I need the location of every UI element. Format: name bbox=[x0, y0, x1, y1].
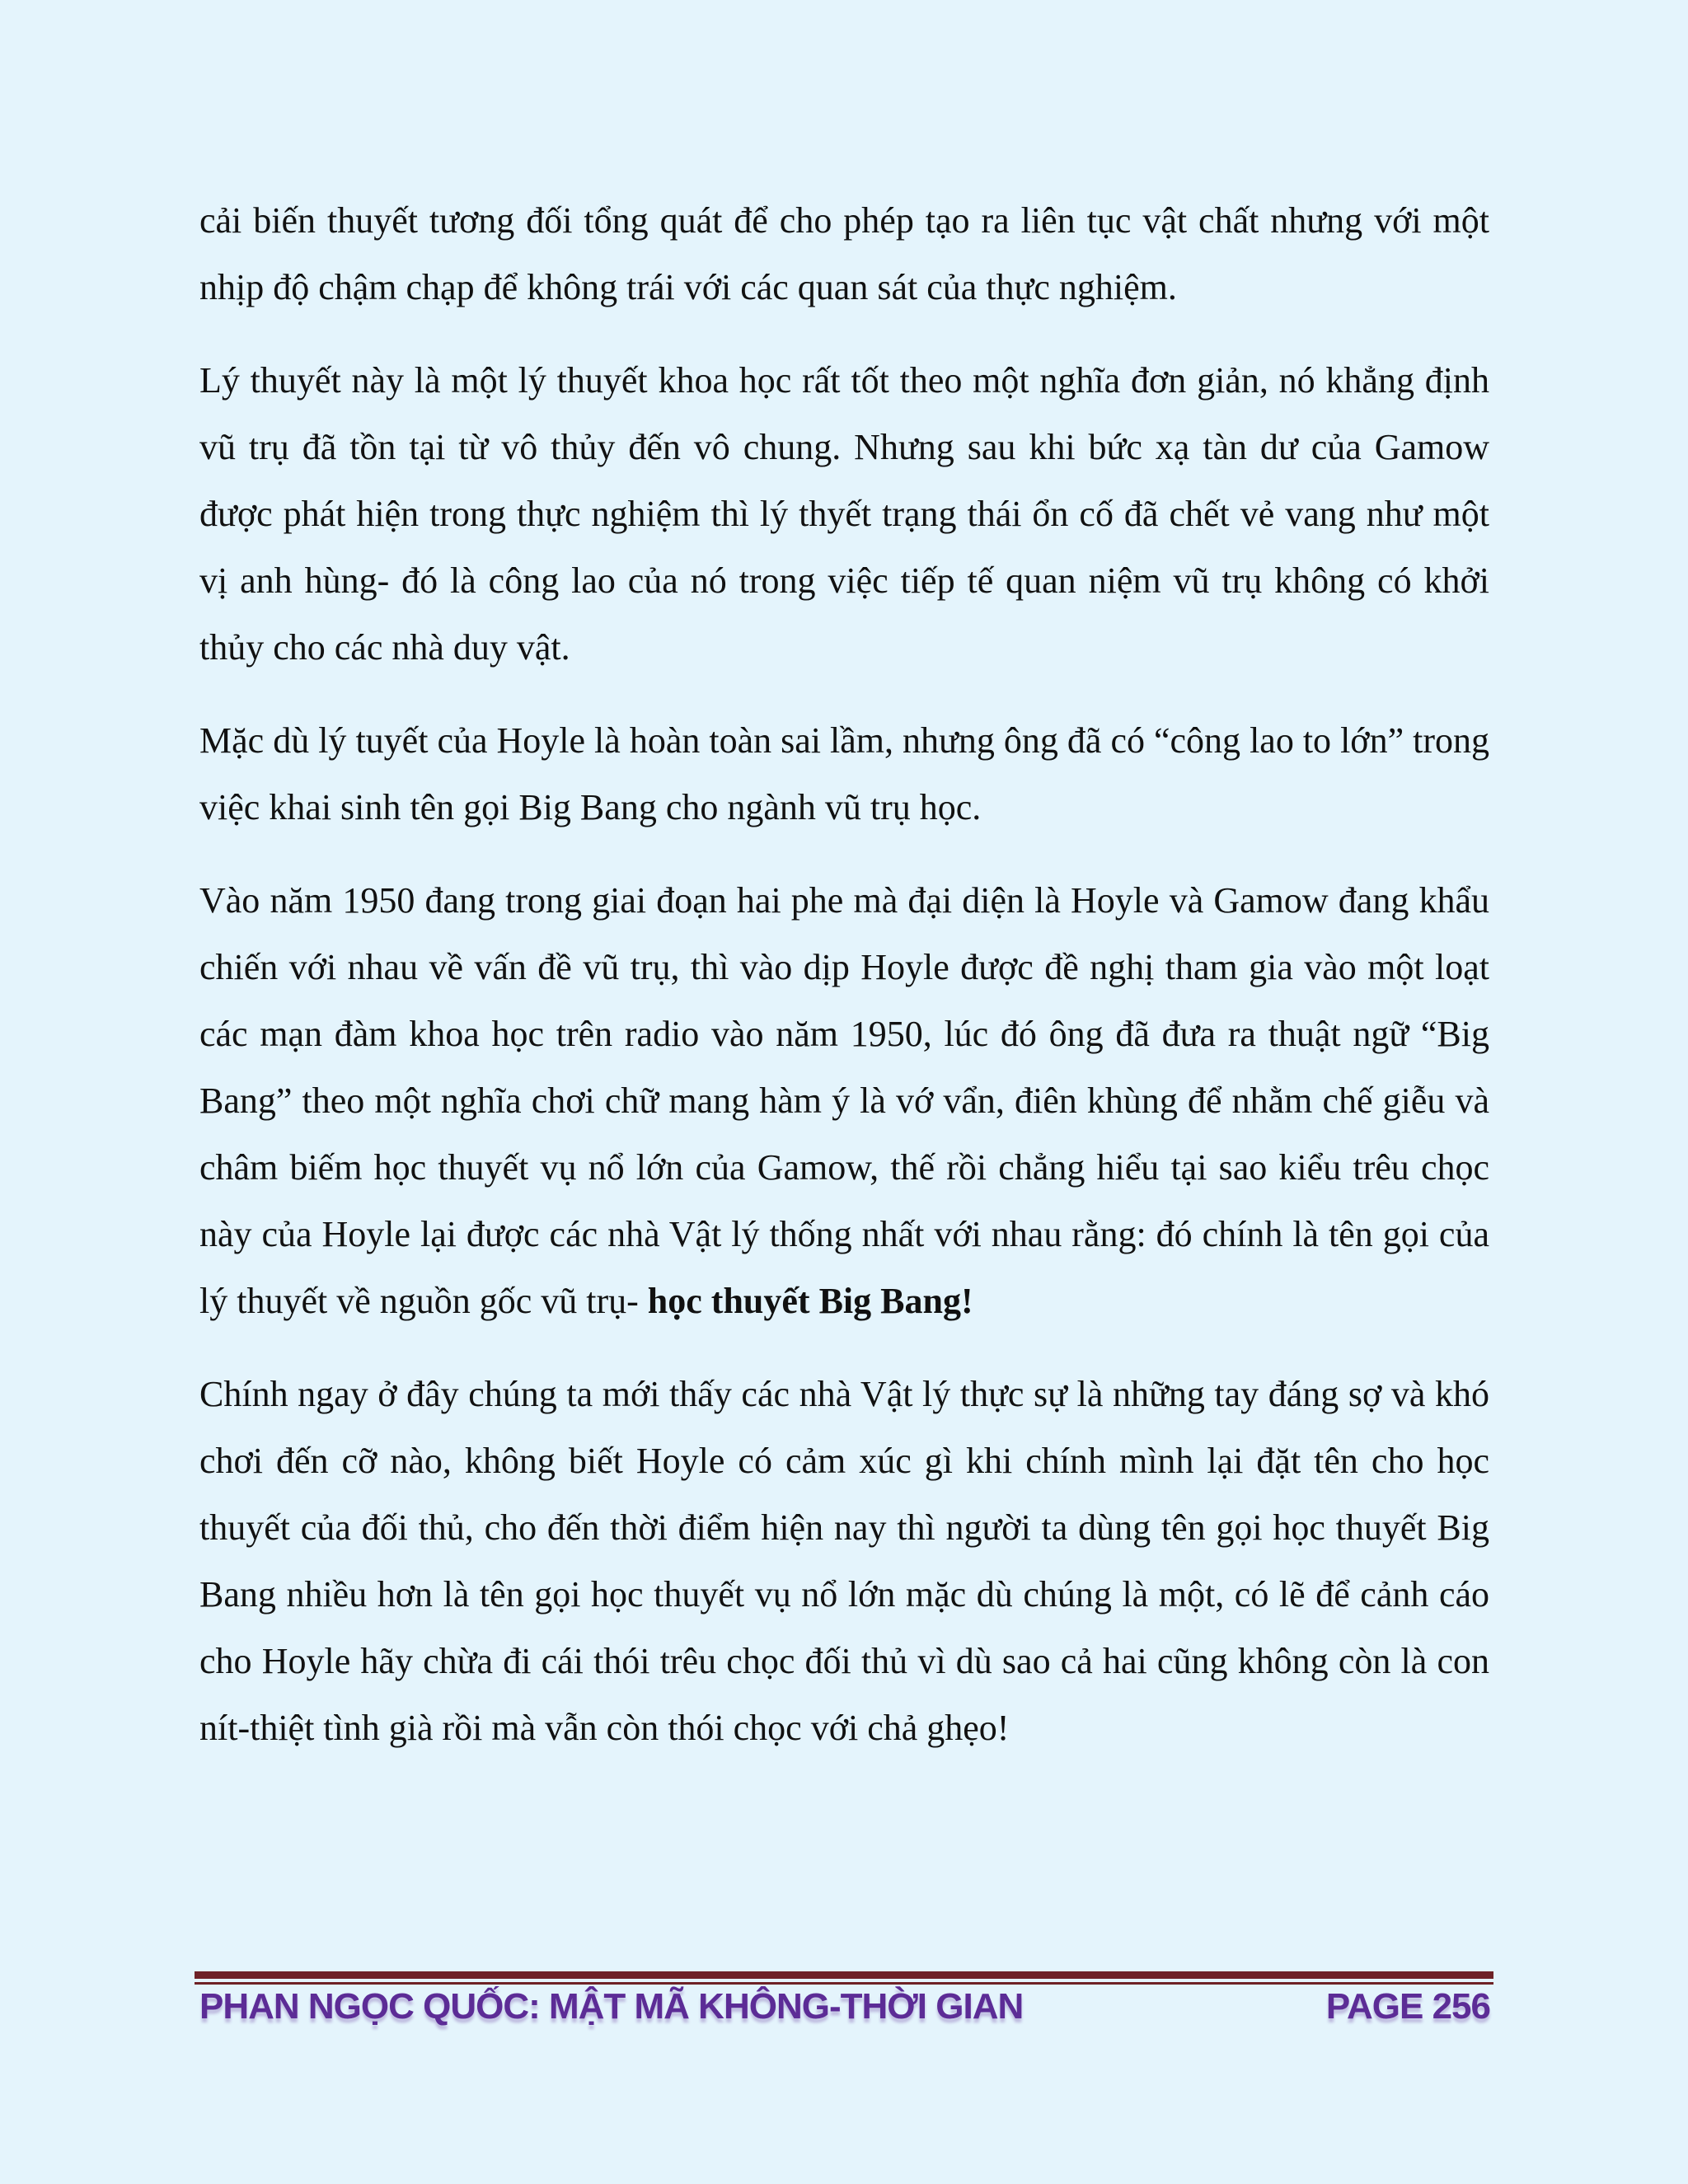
paragraph-1: cải biến thuyết tương đối tổng quát để cho phép tạo ra liên tục vật chất nhưng với một nhịp độ chậm chạp để không trái với các quan sát của thực nghiệm. bbox=[199, 200, 1489, 307]
paragraph-4 bbox=[199, 867, 1489, 1334]
paragraph-5: Chính ngay ở đây chúng ta mới thấy các nhà Vật lý thực sự là những tay đáng sợ và khó chơi đến cỡ nào, không biết Hoyle có cảm xúc gì khi chính mình lại đặt tên cho học thuyết của đối thủ, cho đến thời điểm hiện nay thì người ta dùng tên gọi học thuyết Big Bang nhiều hơn là tên gọi học thuyết vụ nổ lớn mặc dù chúng là một, có lẽ để cảnh cáo cho Hoyle hãy chừa đi cái thói trêu chọc đối thủ vì dù sao cả hai cũng không còn là con nít-thiệt tình già rồi mà vẫn còn thói chọc với chả ghẹo! bbox=[199, 1374, 1489, 1748]
footer-rule-thick bbox=[195, 1971, 1493, 1979]
paragraph-4-text: Vào năm 1950 đang trong giai đoạn hai phe mà đại diện là Hoyle và Gamow đang khẩu chiến với nhau về vấn đề vũ trụ, thì vào dịp Hoyle được đề nghị tham gia vào một loạt các mạn đàm khoa học trên radio vào năm 1950, lúc đó ông đã đưa ra thuật ngữ “Big Bang” theo một nghĩa chơi chữ mang hàm ý là vớ vẩn, điên khùng để nhằm chế giễu và châm biếm học thuyết vụ nổ lớn của Gamow, thế rồi chẳng hiểu tại sao kiểu trêu chọc này của Hoyle lại được các nhà Vật lý thống nhất với nhau rằng: đó chính là tên gọi của lý thuyết về nguồn gốc vũ trụ- bbox=[199, 880, 1489, 1321]
footer-book-title: PHAN NGỌC QUỐC: MẬT MÃ KHÔNG-THỜI GIAN bbox=[199, 1986, 1024, 2027]
paragraph-3: Mặc dù lý tuyết của Hoyle là hoàn toàn sai lầm, nhưng ông đã có “công lao to lớn” trong việc khai sinh tên gọi Big Bang cho ngành vũ trụ học. bbox=[199, 720, 1489, 827]
footer-rule-thin bbox=[195, 1982, 1493, 1985]
body-text bbox=[199, 187, 1489, 1788]
paragraph-4-bold-text: học thuyết Big Bang! bbox=[647, 1281, 973, 1321]
footer-page-number: PAGE 256 bbox=[1325, 1986, 1490, 2027]
paragraph-2: Lý thuyết này là một lý thuyết khoa học rất tốt theo một nghĩa đơn giản, nó khẳng định vũ trụ đã tồn tại từ vô thủy đến vô chung. Nhưng sau khi bức xạ tàn dư của Gamow được phát hiện trong thực nghiệm thì lý thyết trạng thái ổn cố đã chết vẻ vang như một vị anh hùng- đó là công lao của nó trong việc tiếp tế quan niệm vũ trụ không có khởi thủy cho các nhà duy vật. bbox=[199, 360, 1489, 668]
page-footer bbox=[199, 1986, 1490, 2036]
